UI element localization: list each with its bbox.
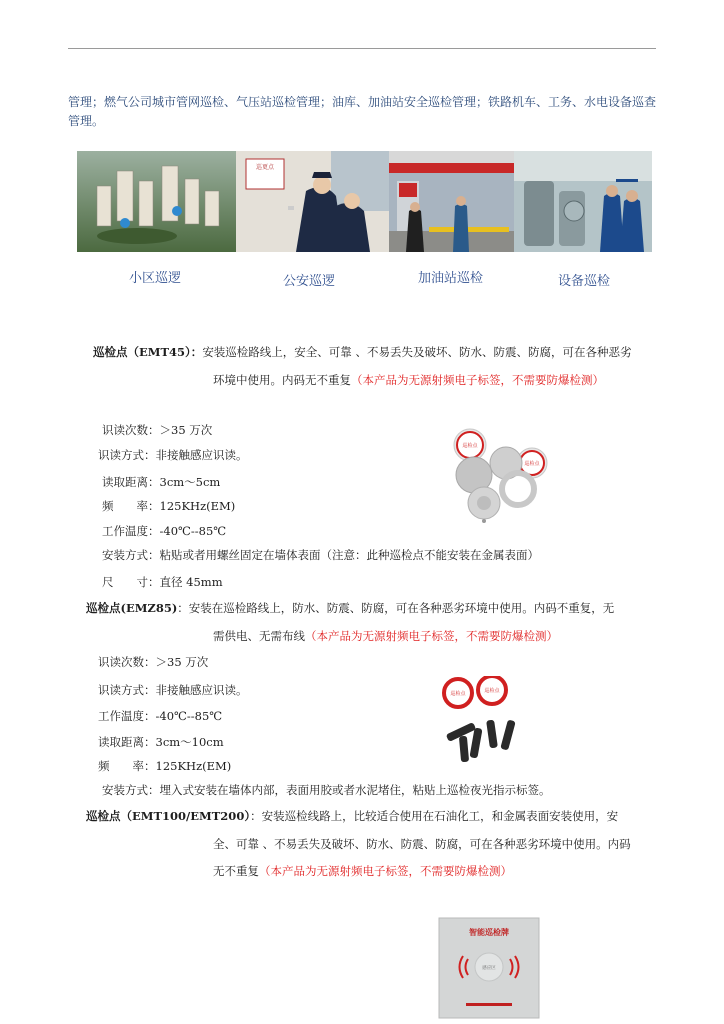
emt45-spec: 识读方式：非接触感应识读。 bbox=[98, 448, 248, 462]
emz85-line-2 bbox=[213, 628, 558, 644]
emt45-note: （本产品为无源射频电子标签，不需要防爆检测） bbox=[351, 373, 604, 387]
plate-center-label: 感应区 bbox=[482, 966, 496, 971]
emt45-line-1 bbox=[93, 344, 631, 360]
emt100-note: （本产品为无源射频电子标签，不需要防爆检测） bbox=[259, 864, 512, 878]
application-photo-strip bbox=[77, 151, 652, 252]
emt100-line-3 bbox=[213, 863, 512, 879]
photo-police-patrol bbox=[236, 151, 389, 252]
intro-paragraph: 管理；燃气公司城市管网巡检、气压站巡检管理；油库、加油站安全巡检管理；铁路机车、工务、水电设备巡查管理。 bbox=[68, 95, 657, 128]
emt100-line-1 bbox=[86, 808, 618, 824]
emz85-spec: 安装方式：埋入式安装在墙体内部，表面用胶或者水泥堵住，粘贴上巡检夜光指示标签。 bbox=[102, 783, 551, 797]
emz85-tag-label: 巡检点 bbox=[450, 691, 466, 697]
emz85-tag-label: 巡检点 bbox=[484, 688, 500, 694]
emz85-spec: 读取距离：3cm～10cm bbox=[98, 735, 224, 749]
caption-police: 公安巡逻 bbox=[283, 274, 336, 289]
emt45-spec: 工作温度：-40℃--85℃ bbox=[102, 524, 227, 538]
emz85-product-image bbox=[440, 676, 530, 764]
emz85-note: （本产品为无源射频电子标签，不需要防爆检测） bbox=[305, 629, 558, 643]
emt100-desc-a: ：安装巡检线路上，比较适合使用在石油化工，和金属表面安装使用，安 bbox=[250, 809, 619, 823]
emt100-line-2: 全、可靠 、不易丢失及破坏、防水、防震、防腐，可在各种恶劣环境中使用。内码 bbox=[213, 837, 631, 851]
emz85-desc-a: ：安装在巡检路线上，防水、防震、防腐，可在各种恶劣环境中使用。内码不重复，无 bbox=[177, 601, 615, 615]
emt45-desc-b: 环境中使用。内码无不重复 bbox=[213, 373, 351, 387]
photo-residential-patrol bbox=[77, 151, 236, 252]
emz85-spec: 工作温度：-40℃--85℃ bbox=[98, 709, 223, 723]
emt45-spec: 识读次数：＞35 万次 bbox=[102, 423, 213, 437]
smart-inspection-plate-image bbox=[438, 917, 540, 1019]
emz85-spec: 频 率：125KHz(EM) bbox=[98, 759, 232, 773]
emz85-desc-b: 需供电、无需布线 bbox=[213, 629, 305, 643]
emt45-spec: 频 率：125KHz(EM) bbox=[102, 499, 236, 513]
emz85-title: 巡检点(EMZ85) bbox=[86, 601, 178, 615]
emt45-tag-label: 巡检点 bbox=[462, 443, 478, 449]
header-divider bbox=[68, 48, 656, 49]
emt45-spec: 安装方式：粘贴或者用螺丝固定在墙体表面（注意：此种巡检点不能安装在金属表面） bbox=[102, 548, 539, 562]
police-sign-text: 巡更点 bbox=[255, 164, 275, 171]
caption-residential: 小区巡逻 bbox=[129, 271, 182, 286]
emt100-title: 巡检点（EMT100/EMT200） bbox=[86, 809, 251, 823]
caption-equipment: 设备巡检 bbox=[558, 274, 611, 289]
emz85-spec: 识读方式：非接触感应识读。 bbox=[98, 683, 248, 697]
emz85-spec: 识读次数：＞35 万次 bbox=[98, 655, 209, 669]
emt45-tag-label: 巡检点 bbox=[524, 461, 540, 467]
caption-gas-station: 加油站巡检 bbox=[418, 271, 484, 286]
emt45-title: 巡检点（EMT45）： bbox=[93, 345, 203, 359]
photo-gas-station-inspection bbox=[389, 151, 514, 252]
plate-title: 智能巡检牌 bbox=[469, 928, 509, 937]
emt45-desc-a: 安装巡检路线上，安全、可靠 、不易丢失及破坏、防水、防震、防腐，可在各种恶劣 bbox=[202, 345, 632, 359]
emt100-desc-c: 无不重复 bbox=[213, 864, 259, 878]
emz85-line-1 bbox=[86, 600, 614, 616]
emt45-spec: 尺 寸：直径 45mm bbox=[102, 575, 223, 589]
emt45-spec: 读取距离：3cm～5cm bbox=[102, 475, 221, 489]
emt45-line-2 bbox=[213, 372, 604, 388]
photo-equipment-inspection bbox=[514, 151, 652, 252]
emt45-product-image bbox=[450, 425, 556, 527]
